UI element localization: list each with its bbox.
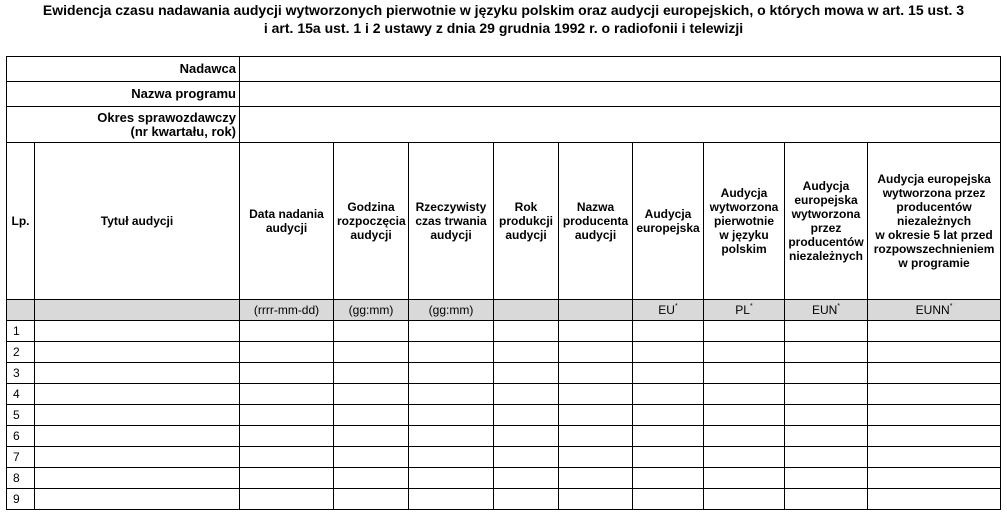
cell-title[interactable] (35, 405, 240, 426)
reporting-period-label (7, 107, 240, 143)
header-line: przez (810, 221, 842, 235)
header-line: producentów (788, 235, 864, 249)
cell-date[interactable] (240, 447, 334, 468)
cell-producer[interactable] (559, 405, 633, 426)
cell-pl[interactable] (704, 489, 785, 510)
cell-date[interactable] (240, 342, 334, 363)
cell-duration[interactable] (409, 447, 494, 468)
cell-duration[interactable] (409, 321, 494, 342)
row-number: 4 (7, 384, 35, 405)
row-number: 9 (7, 489, 35, 510)
header-independent-european (785, 143, 868, 300)
cell-production-year[interactable] (494, 447, 559, 468)
header-line: Godzina (347, 200, 395, 214)
cell-production-year[interactable] (494, 489, 559, 510)
cell-eun[interactable] (785, 447, 868, 468)
cell-eu[interactable] (633, 405, 704, 426)
header-line: audycji (265, 221, 308, 235)
cell-date[interactable] (240, 489, 334, 510)
cell-production-year[interactable] (494, 468, 559, 489)
cell-eun[interactable] (785, 426, 868, 447)
header-line: Audycja europejska (877, 172, 991, 186)
header-duration (409, 143, 494, 300)
header-line: audycji (505, 228, 547, 242)
broadcaster-label: Nadawca (7, 57, 240, 82)
cell-eun[interactable] (785, 405, 868, 426)
cell-producer[interactable] (559, 468, 633, 489)
row-number: 1 (7, 321, 35, 342)
table-row (7, 342, 1001, 363)
cell-eu[interactable] (633, 489, 704, 510)
cell-title[interactable] (35, 342, 240, 363)
cell-start-time[interactable] (334, 363, 409, 384)
unit-title (35, 300, 240, 321)
header-line: audycji (350, 228, 392, 242)
footnote-mark: * (674, 303, 678, 310)
cell-eun[interactable] (785, 384, 868, 405)
header-producer (559, 143, 633, 300)
code-pl: PL (735, 303, 750, 317)
cell-pl[interactable] (704, 321, 785, 342)
row-number: 6 (7, 426, 35, 447)
header-line: europejska (636, 221, 700, 235)
header-date (240, 143, 334, 300)
header-line: Rzeczywisty (415, 200, 487, 214)
unit-eu (633, 300, 704, 321)
header-line: czas trwania (415, 214, 487, 228)
table-row (7, 468, 1001, 489)
cell-start-time[interactable] (334, 405, 409, 426)
header-line: europejska (794, 193, 858, 207)
unit-production-year (494, 300, 559, 321)
cell-production-year[interactable] (494, 342, 559, 363)
cell-title[interactable] (35, 447, 240, 468)
footnote-mark: * (949, 303, 953, 310)
table-row (7, 447, 1001, 468)
header-line: pierwotnie (713, 214, 774, 228)
header-line: wytworzona przez (882, 186, 986, 200)
document-title (0, 1, 1007, 37)
broadcaster-field[interactable] (240, 57, 1001, 82)
unit-date: (rrrr-mm-dd) (240, 300, 334, 321)
cell-producer[interactable] (559, 384, 633, 405)
cell-eunn[interactable] (868, 321, 1001, 342)
cell-eu[interactable] (633, 447, 704, 468)
table-row (7, 405, 1001, 426)
cell-eunn[interactable] (868, 342, 1001, 363)
row-number: 2 (7, 342, 35, 363)
code-eun: EUN (811, 303, 838, 317)
header-line: Nazwa (576, 200, 615, 214)
table-row (7, 426, 1001, 447)
row-number: 3 (7, 363, 35, 384)
header-polish-original (704, 143, 785, 300)
cell-duration[interactable] (409, 342, 494, 363)
header-title: Tytuł audycji (35, 143, 240, 300)
header-european (633, 143, 704, 300)
header-line: Audycja (802, 179, 850, 193)
cell-production-year[interactable] (494, 405, 559, 426)
row-number: 7 (7, 447, 35, 468)
cell-pl[interactable] (704, 363, 785, 384)
header-start-time (334, 143, 409, 300)
cell-date[interactable] (240, 468, 334, 489)
footnote-mark: * (749, 303, 753, 310)
cell-date[interactable] (240, 321, 334, 342)
cell-date[interactable] (240, 426, 334, 447)
cell-eunn[interactable] (868, 447, 1001, 468)
title-line-2: i art. 15a ust. 1 i 2 ustawy z dnia 29 grudnia 1992 r. o radiofonii i telewizji (263, 20, 744, 36)
cell-producer[interactable] (559, 489, 633, 510)
code-eunn: EUNN (915, 303, 950, 317)
header-line: w okresie 5 lat przed (875, 228, 993, 242)
unit-lp (7, 300, 35, 321)
header-line: wytworzona (791, 207, 861, 221)
code-eu: EU (658, 303, 675, 317)
column-header-row (7, 143, 1001, 300)
cell-eu[interactable] (633, 363, 704, 384)
footnote-mark: * (837, 303, 841, 310)
cell-eu[interactable] (633, 426, 704, 447)
header-line: rozpoczęcia (337, 214, 406, 228)
unit-start-time: (gg:mm) (334, 300, 409, 321)
header-line: Data nadania (249, 207, 324, 221)
unit-eunn (868, 300, 1001, 321)
header-line: w programie (898, 256, 970, 270)
header-production-year (494, 143, 559, 300)
program-name-label: Nazwa programu (7, 82, 240, 107)
cell-duration[interactable] (409, 468, 494, 489)
row-number: 5 (7, 405, 35, 426)
cell-pl[interactable] (704, 447, 785, 468)
cell-duration[interactable] (409, 405, 494, 426)
header-line: producentów (896, 200, 972, 214)
cell-eunn[interactable] (868, 384, 1001, 405)
table-row (7, 321, 1001, 342)
cell-producer[interactable] (559, 342, 633, 363)
cell-start-time[interactable] (334, 468, 409, 489)
unit-pl (704, 300, 785, 321)
cell-production-year[interactable] (494, 363, 559, 384)
header-line: Audycja (644, 207, 692, 221)
header-line: audycji (574, 228, 617, 242)
row-number: 8 (7, 468, 35, 489)
cell-date[interactable] (240, 384, 334, 405)
header-line: niezależnych (897, 214, 972, 228)
unit-duration: (gg:mm) (409, 300, 494, 321)
cell-title[interactable] (35, 384, 240, 405)
cell-start-time[interactable] (334, 426, 409, 447)
header-line: polskim (721, 242, 767, 256)
cell-eunn[interactable] (868, 468, 1001, 489)
cell-eu[interactable] (633, 468, 704, 489)
cell-production-year[interactable] (494, 426, 559, 447)
unit-producer (559, 300, 633, 321)
cell-start-time[interactable] (334, 489, 409, 510)
table-row (7, 489, 1001, 510)
cell-producer[interactable] (559, 426, 633, 447)
cell-title[interactable] (35, 489, 240, 510)
cell-pl[interactable] (704, 405, 785, 426)
reporting-period-label-line-2: (nr kwartału, rok) (130, 123, 236, 139)
header-lp: Lp. (7, 143, 35, 300)
cell-start-time[interactable] (334, 447, 409, 468)
cell-eu[interactable] (633, 321, 704, 342)
header-line: audycji (430, 228, 472, 242)
cell-pl[interactable] (704, 426, 785, 447)
cell-eunn[interactable] (868, 489, 1001, 510)
header-line: produkcji (498, 214, 553, 228)
cell-eun[interactable] (785, 489, 868, 510)
reporting-period-field[interactable] (240, 107, 1001, 143)
cell-title[interactable] (35, 363, 240, 384)
cell-producer[interactable] (559, 363, 633, 384)
cell-pl[interactable] (704, 342, 785, 363)
cell-eunn[interactable] (868, 426, 1001, 447)
cell-production-year[interactable] (494, 384, 559, 405)
header-line: producenta (562, 214, 629, 228)
cell-title[interactable] (35, 426, 240, 447)
header-recent-independent-european (868, 143, 1001, 300)
cell-duration[interactable] (409, 426, 494, 447)
header-line: Rok (514, 200, 538, 214)
units-row (7, 300, 1001, 321)
cell-producer[interactable] (559, 321, 633, 342)
header-line: rozpowszechnieniem (873, 242, 995, 256)
cell-start-time[interactable] (334, 321, 409, 342)
header-line: Audycja (720, 186, 768, 200)
cell-pl[interactable] (704, 384, 785, 405)
cell-start-time[interactable] (334, 384, 409, 405)
cell-eu[interactable] (633, 342, 704, 363)
cell-eunn[interactable] (868, 363, 1001, 384)
unit-eun (785, 300, 868, 321)
header-line: niezależnych (788, 249, 864, 263)
table-row (7, 363, 1001, 384)
cell-duration[interactable] (409, 489, 494, 510)
cell-eun[interactable] (785, 321, 868, 342)
cell-eun[interactable] (785, 363, 868, 384)
cell-eun[interactable] (785, 342, 868, 363)
data-rows (7, 321, 1001, 510)
cell-eunn[interactable] (868, 405, 1001, 426)
header-line: w języku (719, 228, 769, 242)
cell-duration[interactable] (409, 363, 494, 384)
cell-start-time[interactable] (334, 342, 409, 363)
cell-date[interactable] (240, 405, 334, 426)
table-row (7, 384, 1001, 405)
program-name-field[interactable] (240, 82, 1001, 107)
cell-production-year[interactable] (494, 321, 559, 342)
cell-eu[interactable] (633, 384, 704, 405)
cell-date[interactable] (240, 363, 334, 384)
cell-title[interactable] (35, 468, 240, 489)
cell-pl[interactable] (704, 468, 785, 489)
reporting-period-label-line-1: Okres sprawozdawczy (97, 109, 236, 125)
cell-title[interactable] (35, 321, 240, 342)
title-line-1: Ewidencja czasu nadawania audycji wytworzonych pierwotnie w języku polskim oraz audycji europejskich, o których mowa w art. 15 ust. 3 (42, 2, 965, 18)
cell-producer[interactable] (559, 447, 633, 468)
reporting-period-row (7, 107, 1001, 143)
broadcaster-row (7, 57, 1001, 82)
program-name-row (7, 82, 1001, 107)
cell-eun[interactable] (785, 468, 868, 489)
broadcast-record-table (6, 56, 1001, 510)
header-line: wytworzona (709, 200, 779, 214)
cell-duration[interactable] (409, 384, 494, 405)
